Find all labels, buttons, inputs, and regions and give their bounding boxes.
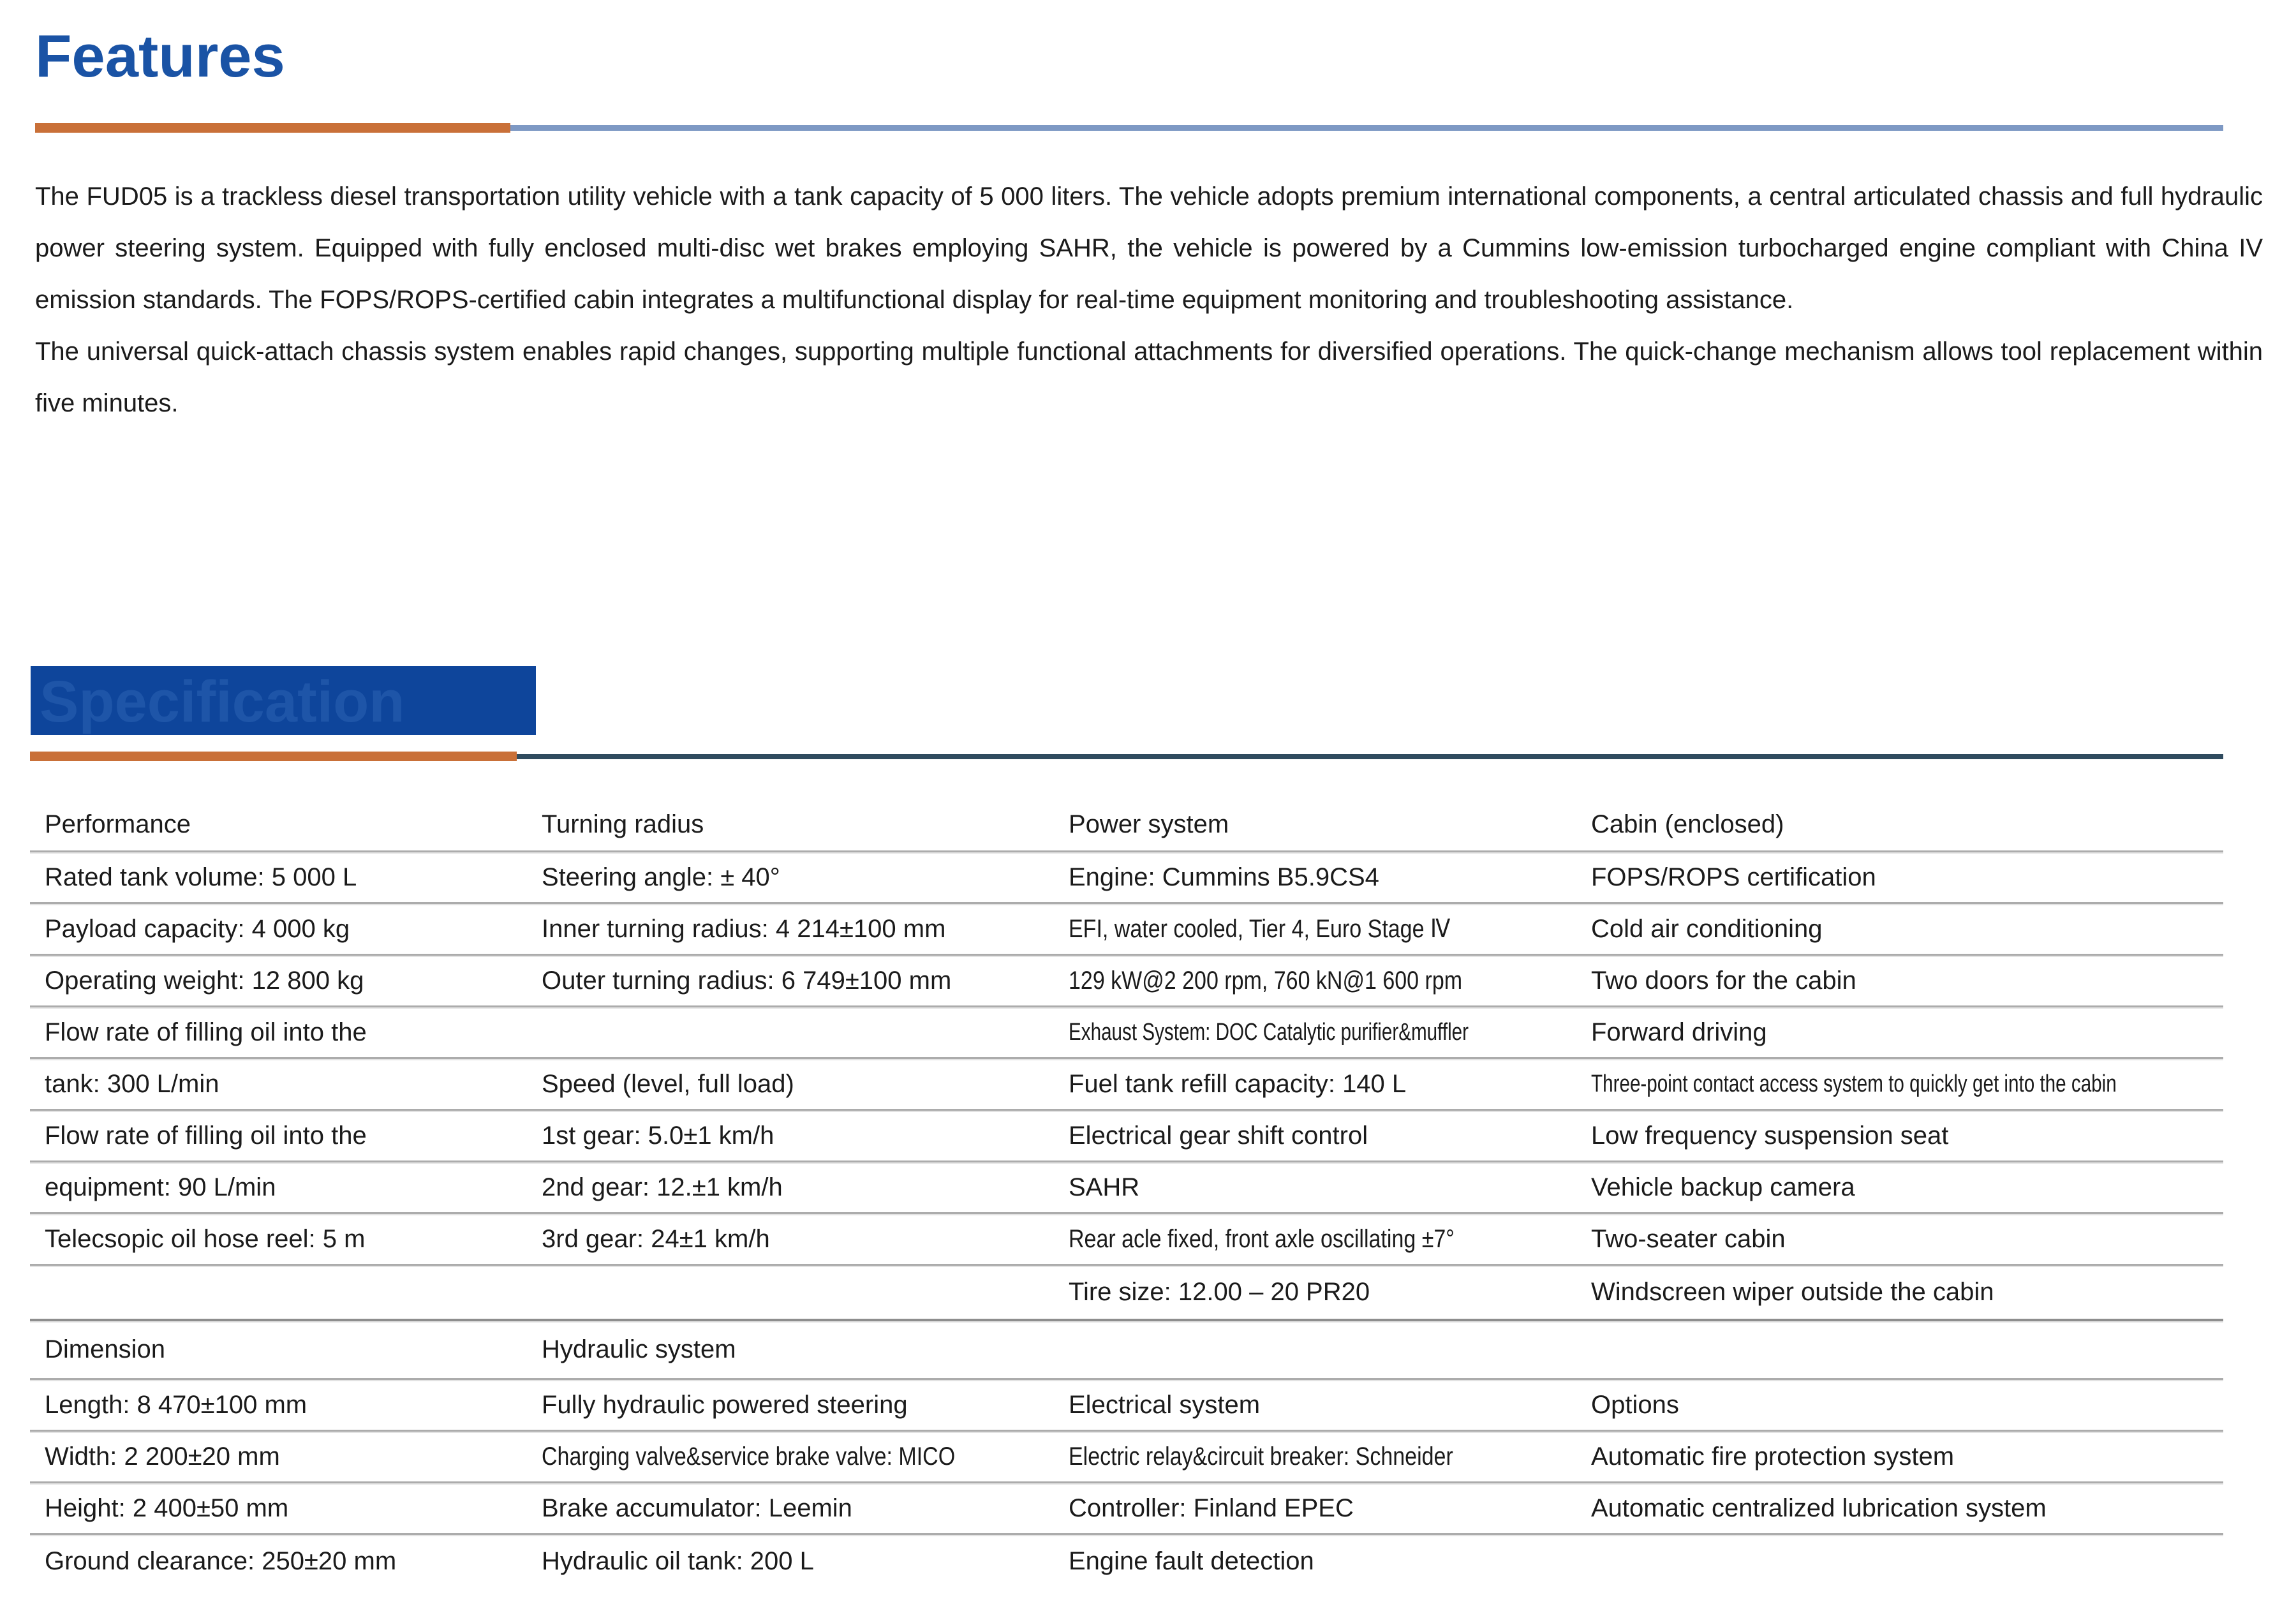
cell-text: Brake accumulator: Leemin — [542, 1494, 852, 1522]
cell-text: FOPS/ROPS certification — [1591, 863, 1876, 891]
table-cell-performance-col — [30, 904, 542, 954]
table-cell-turning-col — [542, 852, 1069, 902]
table-cell-cabin-col — [1591, 1432, 2223, 1481]
cell-text: Automatic centralized lubrication system — [1591, 1494, 2047, 1522]
cell-text: tank: 300 L/min — [45, 1069, 219, 1098]
cell-text: Cabin (enclosed) — [1591, 810, 1784, 838]
cell-text: Forward driving — [1591, 1018, 1767, 1046]
cell-text: Two doors for the cabin — [1591, 966, 1856, 995]
table-row — [30, 954, 2223, 1005]
table-cell-turning-col — [542, 1111, 1069, 1160]
divider-orange-segment — [35, 123, 510, 133]
cell-text: Charging valve&service brake valve: MICO — [542, 1442, 956, 1471]
table-cell-performance-col — [30, 799, 542, 850]
table-cell-turning-col — [542, 799, 1069, 850]
table-cell-cabin-col — [1591, 799, 2223, 850]
table-cell-turning-col — [542, 1321, 1069, 1378]
table-cell-cabin-col — [1591, 1266, 2223, 1319]
cell-text: Fuel tank refill capacity: 140 L — [1069, 1069, 1407, 1098]
table-cell-power-col — [1069, 1432, 1591, 1481]
table-cell-performance-col — [30, 956, 542, 1005]
cell-text: Tire size: 12.00 – 20 PR20 — [1069, 1278, 1370, 1306]
table-cell-performance-col — [30, 1321, 542, 1378]
table-cell-power-col — [1069, 1321, 1591, 1378]
specification-table — [30, 799, 2223, 1587]
divider-orange-segment — [30, 752, 517, 761]
table-cell-cabin-col — [1591, 1321, 2223, 1378]
cell-text: Rated tank volume: 5 000 L — [45, 863, 357, 891]
cell-text: Inner turning radius: 4 214±100 mm — [542, 914, 946, 943]
table-cell-cabin-col — [1591, 1111, 2223, 1160]
features-title: Features — [35, 22, 285, 89]
table-row — [30, 902, 2223, 954]
table-cell-power-col — [1069, 904, 1591, 954]
table-row — [30, 1481, 2223, 1533]
table-cell-turning-col — [542, 1214, 1069, 1264]
table-cell-turning-col — [542, 1007, 1069, 1057]
table-cell-performance-col — [30, 1214, 542, 1264]
cell-text: Electric relay&circuit breaker: Schneider — [1069, 1442, 1453, 1471]
cell-text: Dimension — [45, 1335, 165, 1363]
cell-text: Engine: Cummins B5.9CS4 — [1069, 863, 1379, 891]
table-cell-performance-col — [30, 852, 542, 902]
table-cell-power-col — [1069, 1111, 1591, 1160]
cell-text: Three-point contact access system to quickly get into the cabin — [1591, 1070, 2117, 1097]
features-body — [35, 171, 2263, 429]
table-cell-cabin-col — [1591, 1059, 2223, 1109]
table-cell-performance-col — [30, 1111, 542, 1160]
cell-text: Exhaust System: DOC Catalytic purifier&muffler — [1069, 1018, 1469, 1046]
cell-text: Windscreen wiper outside the cabin — [1591, 1278, 1994, 1306]
cell-text: Flow rate of filling oil into the — [45, 1018, 367, 1046]
table-cell-performance-col — [30, 1162, 542, 1212]
divider-blue-segment — [510, 125, 2223, 131]
cell-text: Turning radius — [542, 810, 704, 838]
cell-text: SAHR — [1069, 1173, 1140, 1201]
cell-text: Engine fault detection — [1069, 1546, 1314, 1575]
table-cell-cabin-col — [1591, 1007, 2223, 1057]
table-cell-cabin-col — [1591, 1380, 2223, 1430]
cell-text: equipment: 90 L/min — [45, 1173, 276, 1201]
cell-text: Ground clearance: 250±20 mm — [45, 1546, 397, 1575]
table-cell-power-col — [1069, 799, 1591, 850]
table-cell-cabin-col — [1591, 1535, 2223, 1587]
cell-text: Controller: Finland EPEC — [1069, 1494, 1354, 1522]
cell-text: Power system — [1069, 810, 1229, 838]
table-cell-performance-col — [30, 1266, 542, 1319]
cell-text: Operating weight: 12 800 kg — [45, 966, 364, 995]
cell-text: Hydraulic oil tank: 200 L — [542, 1546, 814, 1575]
table-cell-cabin-col — [1591, 852, 2223, 902]
cell-text: Speed (level, full load) — [542, 1069, 794, 1098]
table-cell-cabin-col — [1591, 956, 2223, 1005]
table-cell-power-col — [1069, 1059, 1591, 1109]
cell-text: Flow rate of filling oil into the — [45, 1121, 367, 1150]
table-cell-cabin-col — [1591, 1162, 2223, 1212]
cell-text: Telecsopic oil hose reel: 5 m — [45, 1224, 366, 1253]
table-cell-turning-col — [542, 956, 1069, 1005]
table-cell-power-col — [1069, 1214, 1591, 1264]
table-cell-turning-col — [542, 1266, 1069, 1319]
cell-text: Fully hydraulic powered steering — [542, 1390, 908, 1419]
table-row — [30, 1109, 2223, 1160]
table-cell-cabin-col — [1591, 1483, 2223, 1533]
cell-text: Steering angle: ± 40° — [542, 863, 780, 891]
table-cell-performance-col — [30, 1535, 542, 1587]
features-paragraph-1: The FUD05 is a trackless diesel transportation utility vehicle with a tank capacity of 5 000 liters. The vehicle adopts premium international components, a central articulated chassis and full hydraulic power steering system. Equipped with fully enclosed multi-disc wet brakes employing SAHR, the vehicle is powered by a Cummins low-emission turbocharged engine compliant with China IV emission standards. The FOPS/ROPS-certified cabin integrates a multifunctional display for real-time equipment monitoring and troubleshooting assistance. — [35, 182, 2263, 314]
table-cell-power-col — [1069, 1380, 1591, 1430]
cell-text: Payload capacity: 4 000 kg — [45, 914, 350, 943]
cell-text: Electrical system — [1069, 1390, 1261, 1419]
features-divider — [35, 123, 2223, 133]
table-cell-power-col — [1069, 956, 1591, 1005]
table-cell-power-col — [1069, 1266, 1591, 1319]
cell-text: Automatic fire protection system — [1591, 1442, 1955, 1471]
cell-text: Height: 2 400±50 mm — [45, 1494, 289, 1522]
cell-text: 1st gear: 5.0±1 km/h — [542, 1121, 774, 1150]
table-cell-turning-col — [542, 1162, 1069, 1212]
table-row — [30, 1430, 2223, 1481]
specification-title-box — [31, 666, 536, 735]
cell-text: 129 kW@2 200 rpm, 760 kN@1 600 rpm — [1069, 966, 1463, 995]
specification-title: Specification — [40, 669, 405, 734]
table-cell-performance-col — [30, 1483, 542, 1533]
cell-text: Cold air conditioning — [1591, 914, 1823, 943]
cell-text: Length: 8 470±100 mm — [45, 1390, 307, 1419]
table-cell-cabin-col — [1591, 1214, 2223, 1264]
table-row — [30, 1160, 2223, 1212]
table-cell-turning-col — [542, 904, 1069, 954]
cell-text: Low frequency suspension seat — [1591, 1121, 1949, 1150]
table-cell-turning-col — [542, 1380, 1069, 1430]
table-cell-performance-col — [30, 1007, 542, 1057]
table-row — [30, 1212, 2223, 1264]
table-row — [30, 1533, 2223, 1587]
cell-text: Electrical gear shift control — [1069, 1121, 1368, 1150]
table-row — [30, 1264, 2223, 1319]
specification-divider — [30, 752, 2223, 762]
table-row — [30, 850, 2223, 902]
table-cell-power-col — [1069, 852, 1591, 902]
cell-text: Two-seater cabin — [1591, 1224, 1786, 1253]
cell-text: Outer turning radius: 6 749±100 mm — [542, 966, 952, 995]
table-cell-turning-col — [542, 1535, 1069, 1587]
cell-text: EFI, water cooled, Tier 4, Euro Stage Ⅳ — [1069, 915, 1451, 943]
features-paragraph-2: The universal quick-attach chassis system enables rapid changes, supporting multiple functional attachments for diversified operations. The quick-change mechanism allows tool replacement within five minutes. — [35, 337, 2263, 417]
cell-text: Rear acle fixed, front axle oscillating ±7° — [1069, 1224, 1455, 1253]
table-cell-performance-col — [30, 1432, 542, 1481]
cell-text: 3rd gear: 24±1 km/h — [542, 1224, 770, 1253]
table-row — [30, 1319, 2223, 1378]
table-cell-performance-col — [30, 1380, 542, 1430]
table-row — [30, 1057, 2223, 1109]
cell-text: 2nd gear: 12.±1 km/h — [542, 1173, 783, 1201]
table-cell-turning-col — [542, 1483, 1069, 1533]
cell-text: Performance — [45, 810, 191, 838]
table-cell-power-col — [1069, 1007, 1591, 1057]
table-row — [30, 1378, 2223, 1430]
table-row — [30, 799, 2223, 850]
table-cell-cabin-col — [1591, 904, 2223, 954]
table-cell-power-col — [1069, 1162, 1591, 1212]
table-cell-turning-col — [542, 1059, 1069, 1109]
divider-dark-segment — [517, 754, 2223, 759]
table-cell-performance-col — [30, 1059, 542, 1109]
table-row — [30, 1005, 2223, 1057]
table-cell-power-col — [1069, 1483, 1591, 1533]
cell-text: Width: 2 200±20 mm — [45, 1442, 280, 1471]
cell-text: Vehicle backup camera — [1591, 1173, 1855, 1201]
table-cell-turning-col — [542, 1432, 1069, 1481]
cell-text: Options — [1591, 1390, 1679, 1419]
table-cell-power-col — [1069, 1535, 1591, 1587]
cell-text: Hydraulic system — [542, 1335, 736, 1363]
